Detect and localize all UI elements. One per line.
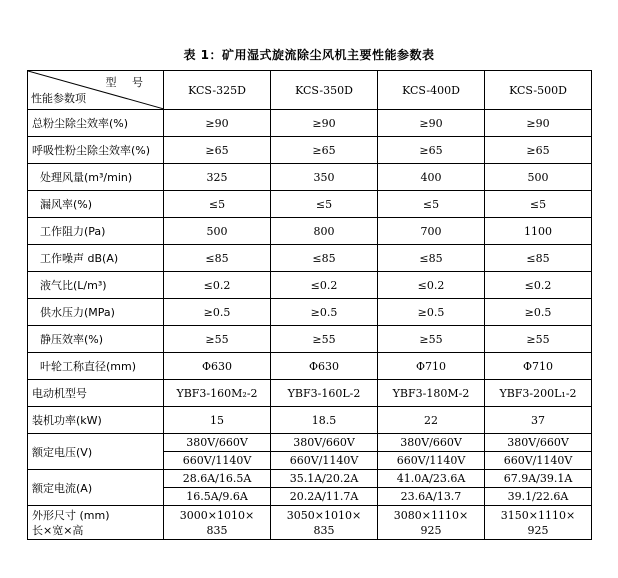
value-line: 925	[527, 523, 549, 537]
value-cell: 400	[378, 164, 485, 191]
table-row	[28, 407, 592, 434]
value-cell	[164, 506, 271, 540]
row-label-line: 外形尺寸 (mm)	[32, 508, 110, 522]
row-label: 静压效率(%)	[28, 326, 164, 353]
value-cell: ≤85	[271, 245, 378, 272]
value-cell: ≥55	[485, 326, 592, 353]
table-row	[28, 353, 592, 380]
value-cell: 380V/660V	[271, 434, 378, 452]
row-label: 处理风量(m³/min)	[28, 164, 164, 191]
table-row	[28, 191, 592, 218]
value-cell: ≥90	[271, 110, 378, 137]
row-label: 工作阻力(Pa)	[28, 218, 164, 245]
value-cell: ≤0.2	[378, 272, 485, 299]
model-header: KCS-400D	[378, 71, 485, 110]
table-row	[28, 299, 592, 326]
model-header: KCS-325D	[164, 71, 271, 110]
table-row	[28, 326, 592, 353]
value-cell: 660V/1140V	[378, 452, 485, 470]
value-cell: Φ710	[378, 353, 485, 380]
value-cell: 39.1/22.6A	[485, 488, 592, 506]
table-row	[28, 506, 592, 540]
value-cell: 380V/660V	[485, 434, 592, 452]
table-row	[28, 470, 592, 488]
value-cell: 700	[378, 218, 485, 245]
corner-model-label: 型 号	[105, 76, 149, 89]
value-cell: 500	[164, 218, 271, 245]
table-row	[28, 380, 592, 407]
value-cell: ≥55	[271, 326, 378, 353]
model-header: KCS-500D	[485, 71, 592, 110]
value-cell: 37	[485, 407, 592, 434]
value-cell: 16.5A/9.6A	[164, 488, 271, 506]
value-cell: ≤5	[271, 191, 378, 218]
value-line: 3000×1010×	[179, 508, 255, 522]
table-row	[28, 218, 592, 245]
value-cell: ≤85	[164, 245, 271, 272]
value-cell: YBF3-200L₁-2	[485, 380, 592, 407]
value-cell: 35.1A/20.2A	[271, 470, 378, 488]
value-cell: ≥65	[271, 137, 378, 164]
value-cell: ≤85	[485, 245, 592, 272]
value-cell: 22	[378, 407, 485, 434]
value-cell: ≥65	[485, 137, 592, 164]
value-cell: ≤0.2	[271, 272, 378, 299]
table-row	[28, 434, 592, 452]
value-cell: YBF3-160L-2	[271, 380, 378, 407]
value-cell: 41.0A/23.6A	[378, 470, 485, 488]
value-line: 835	[206, 523, 228, 537]
value-cell: ≥65	[378, 137, 485, 164]
row-label: 液气比(L/m³)	[28, 272, 164, 299]
value-cell: 500	[485, 164, 592, 191]
table-row	[28, 272, 592, 299]
value-cell: 325	[164, 164, 271, 191]
row-label	[28, 506, 164, 540]
value-cell: 380V/660V	[378, 434, 485, 452]
value-line: 3080×1110×	[393, 508, 469, 522]
value-cell: ≤5	[164, 191, 271, 218]
table-row	[28, 137, 592, 164]
value-cell: 800	[271, 218, 378, 245]
value-cell: ≥0.5	[378, 299, 485, 326]
value-line: 3050×1010×	[286, 508, 362, 522]
value-cell: ≥55	[378, 326, 485, 353]
row-label: 装机功率(kW)	[28, 407, 164, 434]
value-cell: 1100	[485, 218, 592, 245]
row-label: 总粉尘除尘效率(%)	[28, 110, 164, 137]
value-cell: ≤0.2	[164, 272, 271, 299]
value-line: 835	[313, 523, 335, 537]
value-cell: 350	[271, 164, 378, 191]
row-label: 供水压力(MPa)	[28, 299, 164, 326]
row-label: 呼吸性粉尘除尘效率(%)	[28, 137, 164, 164]
value-cell: Φ630	[271, 353, 378, 380]
corner-param-label: 性能参数项	[31, 92, 86, 105]
value-cell: ≥65	[164, 137, 271, 164]
value-cell: Φ710	[485, 353, 592, 380]
value-cell: 23.6A/13.7	[378, 488, 485, 506]
value-cell: 660V/1140V	[164, 452, 271, 470]
value-line: 925	[420, 523, 442, 537]
value-cell	[378, 506, 485, 540]
row-label: 工作噪声 dB(A)	[28, 245, 164, 272]
row-label: 叶轮工称直径(mm)	[28, 353, 164, 380]
value-cell: ≥90	[485, 110, 592, 137]
value-cell: 28.6A/16.5A	[164, 470, 271, 488]
model-header: KCS-350D	[271, 71, 378, 110]
value-cell	[271, 506, 378, 540]
value-cell: ≤0.2	[485, 272, 592, 299]
value-cell: Φ630	[164, 353, 271, 380]
value-cell: 15	[164, 407, 271, 434]
table-title: 表 1：矿用湿式旋流除尘风机主要性能参数表	[183, 48, 435, 62]
corner-header-cell	[28, 71, 164, 110]
value-cell: ≥90	[378, 110, 485, 137]
value-cell	[485, 506, 592, 540]
row-label-line: 长×宽×高	[32, 523, 84, 537]
value-cell: ≥55	[164, 326, 271, 353]
value-cell: YBF3-160M₂-2	[164, 380, 271, 407]
table-row	[28, 110, 592, 137]
row-label: 额定电压(V)	[28, 434, 164, 470]
value-cell: 380V/660V	[164, 434, 271, 452]
value-cell: 660V/1140V	[271, 452, 378, 470]
table-row	[28, 164, 592, 191]
row-label: 电动机型号	[28, 380, 164, 407]
value-cell: ≤85	[378, 245, 485, 272]
performance-table	[27, 70, 592, 540]
value-cell: 18.5	[271, 407, 378, 434]
row-label: 额定电流(A)	[28, 470, 164, 506]
value-cell: YBF3-180M-2	[378, 380, 485, 407]
row-label: 漏风率(%)	[28, 191, 164, 218]
value-cell: ≥0.5	[271, 299, 378, 326]
header-row	[28, 71, 592, 110]
value-line: 3150×1110×	[500, 508, 576, 522]
table-row	[28, 245, 592, 272]
value-cell: 660V/1140V	[485, 452, 592, 470]
value-cell: ≥0.5	[485, 299, 592, 326]
value-cell: 20.2A/11.7A	[271, 488, 378, 506]
value-cell: ≤5	[378, 191, 485, 218]
value-cell: ≥0.5	[164, 299, 271, 326]
value-cell: 67.9A/39.1A	[485, 470, 592, 488]
value-cell: ≤5	[485, 191, 592, 218]
value-cell: ≥90	[164, 110, 271, 137]
